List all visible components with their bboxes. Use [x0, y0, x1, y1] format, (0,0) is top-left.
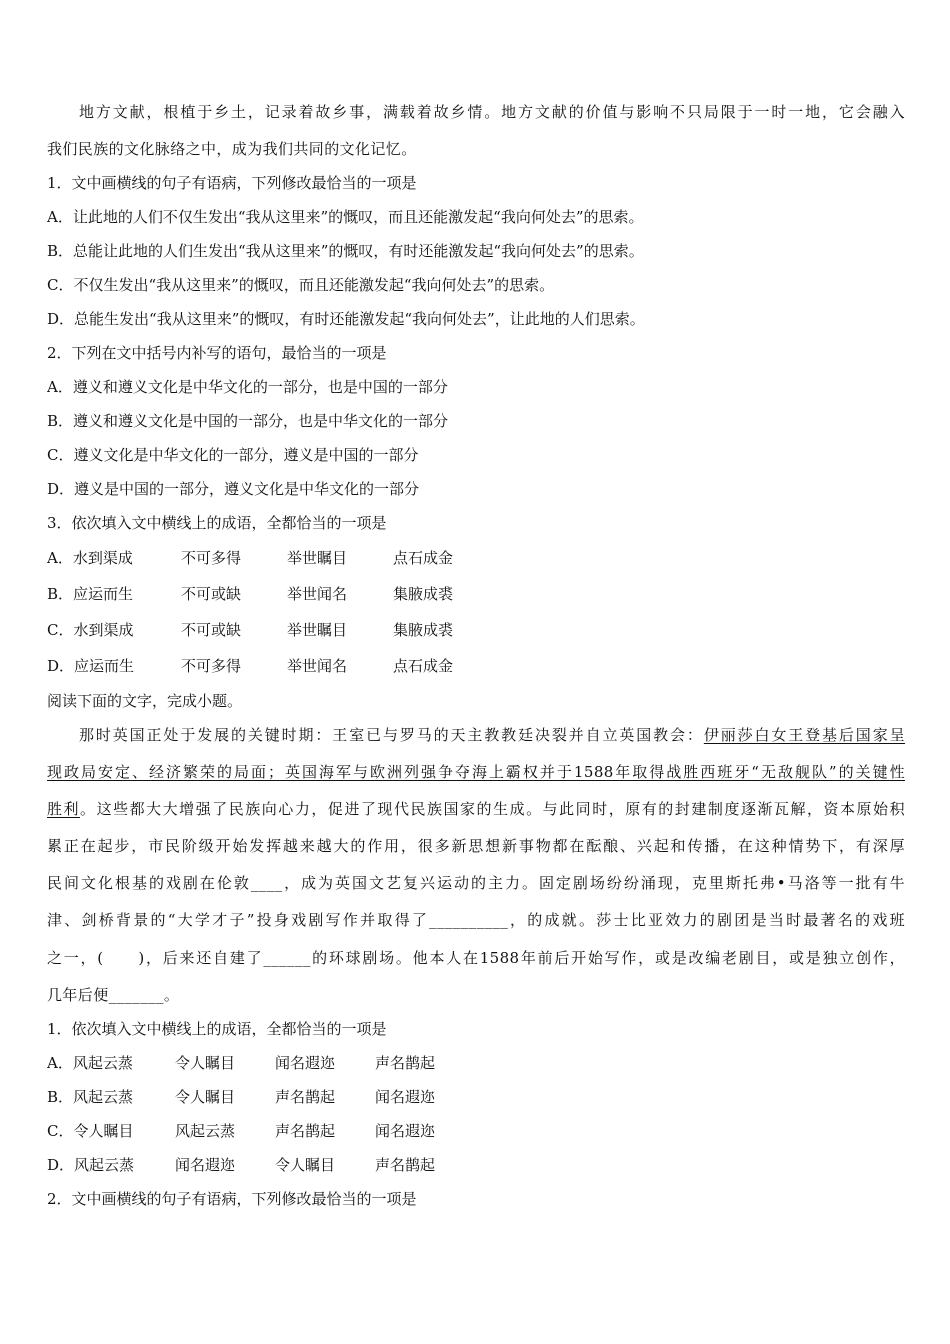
option-term: C．水到渠成	[47, 621, 134, 639]
option-term: B．应运而生	[47, 585, 134, 603]
option-term: 点石成金	[393, 657, 454, 675]
underlined-sentence: 现政局安定、经济繁荣的局面；英国海军与欧洲列强争夺海上霸权并于1588年取得战胜西班牙“无敌舰队”的关键性	[47, 763, 905, 781]
question-stem: 1．文中画横线的句子有语病，下列修改最恰当的一项是	[47, 174, 417, 192]
passage1-line: 地方文献，根植于乡土，记录着故乡事，满载着故乡情。地方文献的价值与影响不只局限于一时一地，它会融入	[79, 103, 905, 121]
passage2-line	[47, 725, 905, 745]
answer-option: C．遵义文化是中华文化的一部分，遵义是中国的一部分	[47, 446, 419, 464]
answer-option	[47, 1087, 905, 1107]
option-term: 令人瞩目	[275, 1156, 336, 1174]
option-term: 闻名遐迩	[375, 1088, 436, 1106]
question-stem: 2．下列在文中括号内补写的语句，最恰当的一项是	[47, 344, 387, 362]
passage2-line: 累正在起步，市民阶级开始发挥越来越大的作用，很多新思想新事物都在酝酿、兴起和传播，在这种情势下，有深厚	[47, 837, 905, 855]
reading-instruction: 阅读下面的文字，完成小题。	[47, 692, 243, 710]
option-term: 不可多得	[181, 549, 242, 567]
option-term: 闻名遐迩	[375, 1122, 436, 1140]
option-term: C．令人瞩目	[47, 1122, 134, 1140]
answer-option	[47, 548, 905, 568]
passage2-line: 之一，( )，后来还自建了______的环球剧场。他本人在1588年前后开始写作，或是改编老剧目，或是独立创作，	[47, 949, 905, 967]
option-term: 集腋成裘	[393, 621, 454, 639]
answer-option: A．让此地的人们不仅生发出“我从这里来”的慨叹，而且还能激发起“我向何处去”的思索。	[47, 208, 644, 226]
passage2-line: 津、剑桥背景的“大学才子”投身戏剧写作并取得了__________，的成就。莎士比亚效力的剧团是当时最著名的戏班	[47, 911, 905, 929]
option-term: 风起云蒸	[175, 1122, 236, 1140]
option-term: 令人瞩目	[175, 1088, 236, 1106]
option-term: A．风起云蒸	[47, 1054, 133, 1072]
option-term: 闻名遐迩	[175, 1156, 236, 1174]
option-term: 点石成金	[393, 549, 454, 567]
answer-option: A．遵义和遵义文化是中华文化的一部分，也是中国的一部分	[47, 378, 448, 396]
answer-option	[47, 620, 905, 640]
question-stem: 2．文中画横线的句子有语病，下列修改最恰当的一项是	[47, 1190, 417, 1208]
option-term: 声名鹊起	[375, 1156, 436, 1174]
option-term: 不可多得	[181, 657, 242, 675]
option-term: 举世闻名	[287, 585, 348, 603]
answer-option: D．遵义是中国的一部分，遵义文化是中华文化的一部分	[47, 480, 420, 498]
option-term: 声名鹊起	[275, 1122, 336, 1140]
option-term: 声名鹊起	[275, 1088, 336, 1106]
passage2-line: 几年后便_______。	[47, 986, 180, 1004]
answer-option	[47, 1053, 905, 1073]
answer-option: C．不仅生发出“我从这里来”的慨叹，而且还能激发起“我向何处去”的思索。	[47, 276, 555, 294]
option-term: 集腋成裘	[393, 585, 454, 603]
option-term: 举世瞩目	[287, 549, 348, 567]
option-term: A．水到渠成	[47, 549, 133, 567]
underlined-sentence: 胜利	[47, 800, 81, 818]
answer-option	[47, 656, 905, 676]
option-term: 不可或缺	[181, 621, 242, 639]
option-term: D．风起云蒸	[47, 1156, 135, 1174]
option-term: 闻名遐迩	[275, 1054, 336, 1072]
option-term: B．风起云蒸	[47, 1088, 134, 1106]
option-term: 不可或缺	[181, 585, 242, 603]
option-term: 声名鹊起	[375, 1054, 436, 1072]
underlined-sentence: 伊丽莎白女王登基后国家呈	[703, 726, 905, 744]
answer-option: B．总能让此地的人们生发出“我从这里来”的慨叹，有时还能激发起“我向何处去”的思索。	[47, 242, 644, 260]
passage2-text: 。这些都大大增强了民族向心力，促进了现代民族国家的生成。与此同时，原有的封建制度逐渐瓦解，资本原始积	[80, 800, 905, 818]
answer-option: B．遵义和遵义文化是中国的一部分，也是中华文化的一部分	[47, 412, 449, 430]
answer-option	[47, 584, 905, 604]
passage2-text: 那时英国正处于发展的关键时期：王室已与罗马的天主教教廷决裂并自立英国教会：	[79, 726, 704, 744]
passage2-line: 民间文化根基的戏剧在伦敦____，成为英国文艺复兴运动的主力。固定剧场纷纷涌现，克里斯托弗•马洛等一批有牛	[47, 874, 905, 892]
passage2-line	[47, 799, 905, 819]
option-term: 举世瞩目	[287, 621, 348, 639]
option-term: D．应运而生	[47, 657, 135, 675]
question-stem: 3．依次填入文中横线上的成语，全都恰当的一项是	[47, 514, 387, 532]
option-term: 举世闻名	[287, 657, 348, 675]
passage1-line: 我们民族的文化脉络之中，成为我们共同的文化记忆。	[47, 140, 417, 158]
question-stem: 1．依次填入文中横线上的成语，全都恰当的一项是	[47, 1020, 387, 1038]
answer-option	[47, 1121, 905, 1141]
answer-option	[47, 1155, 905, 1175]
answer-option: D．总能生发出“我从这里来”的慨叹，有时还能激发起“我向何处去”，让此地的人们思索。	[47, 310, 645, 328]
option-term: 令人瞩目	[175, 1054, 236, 1072]
